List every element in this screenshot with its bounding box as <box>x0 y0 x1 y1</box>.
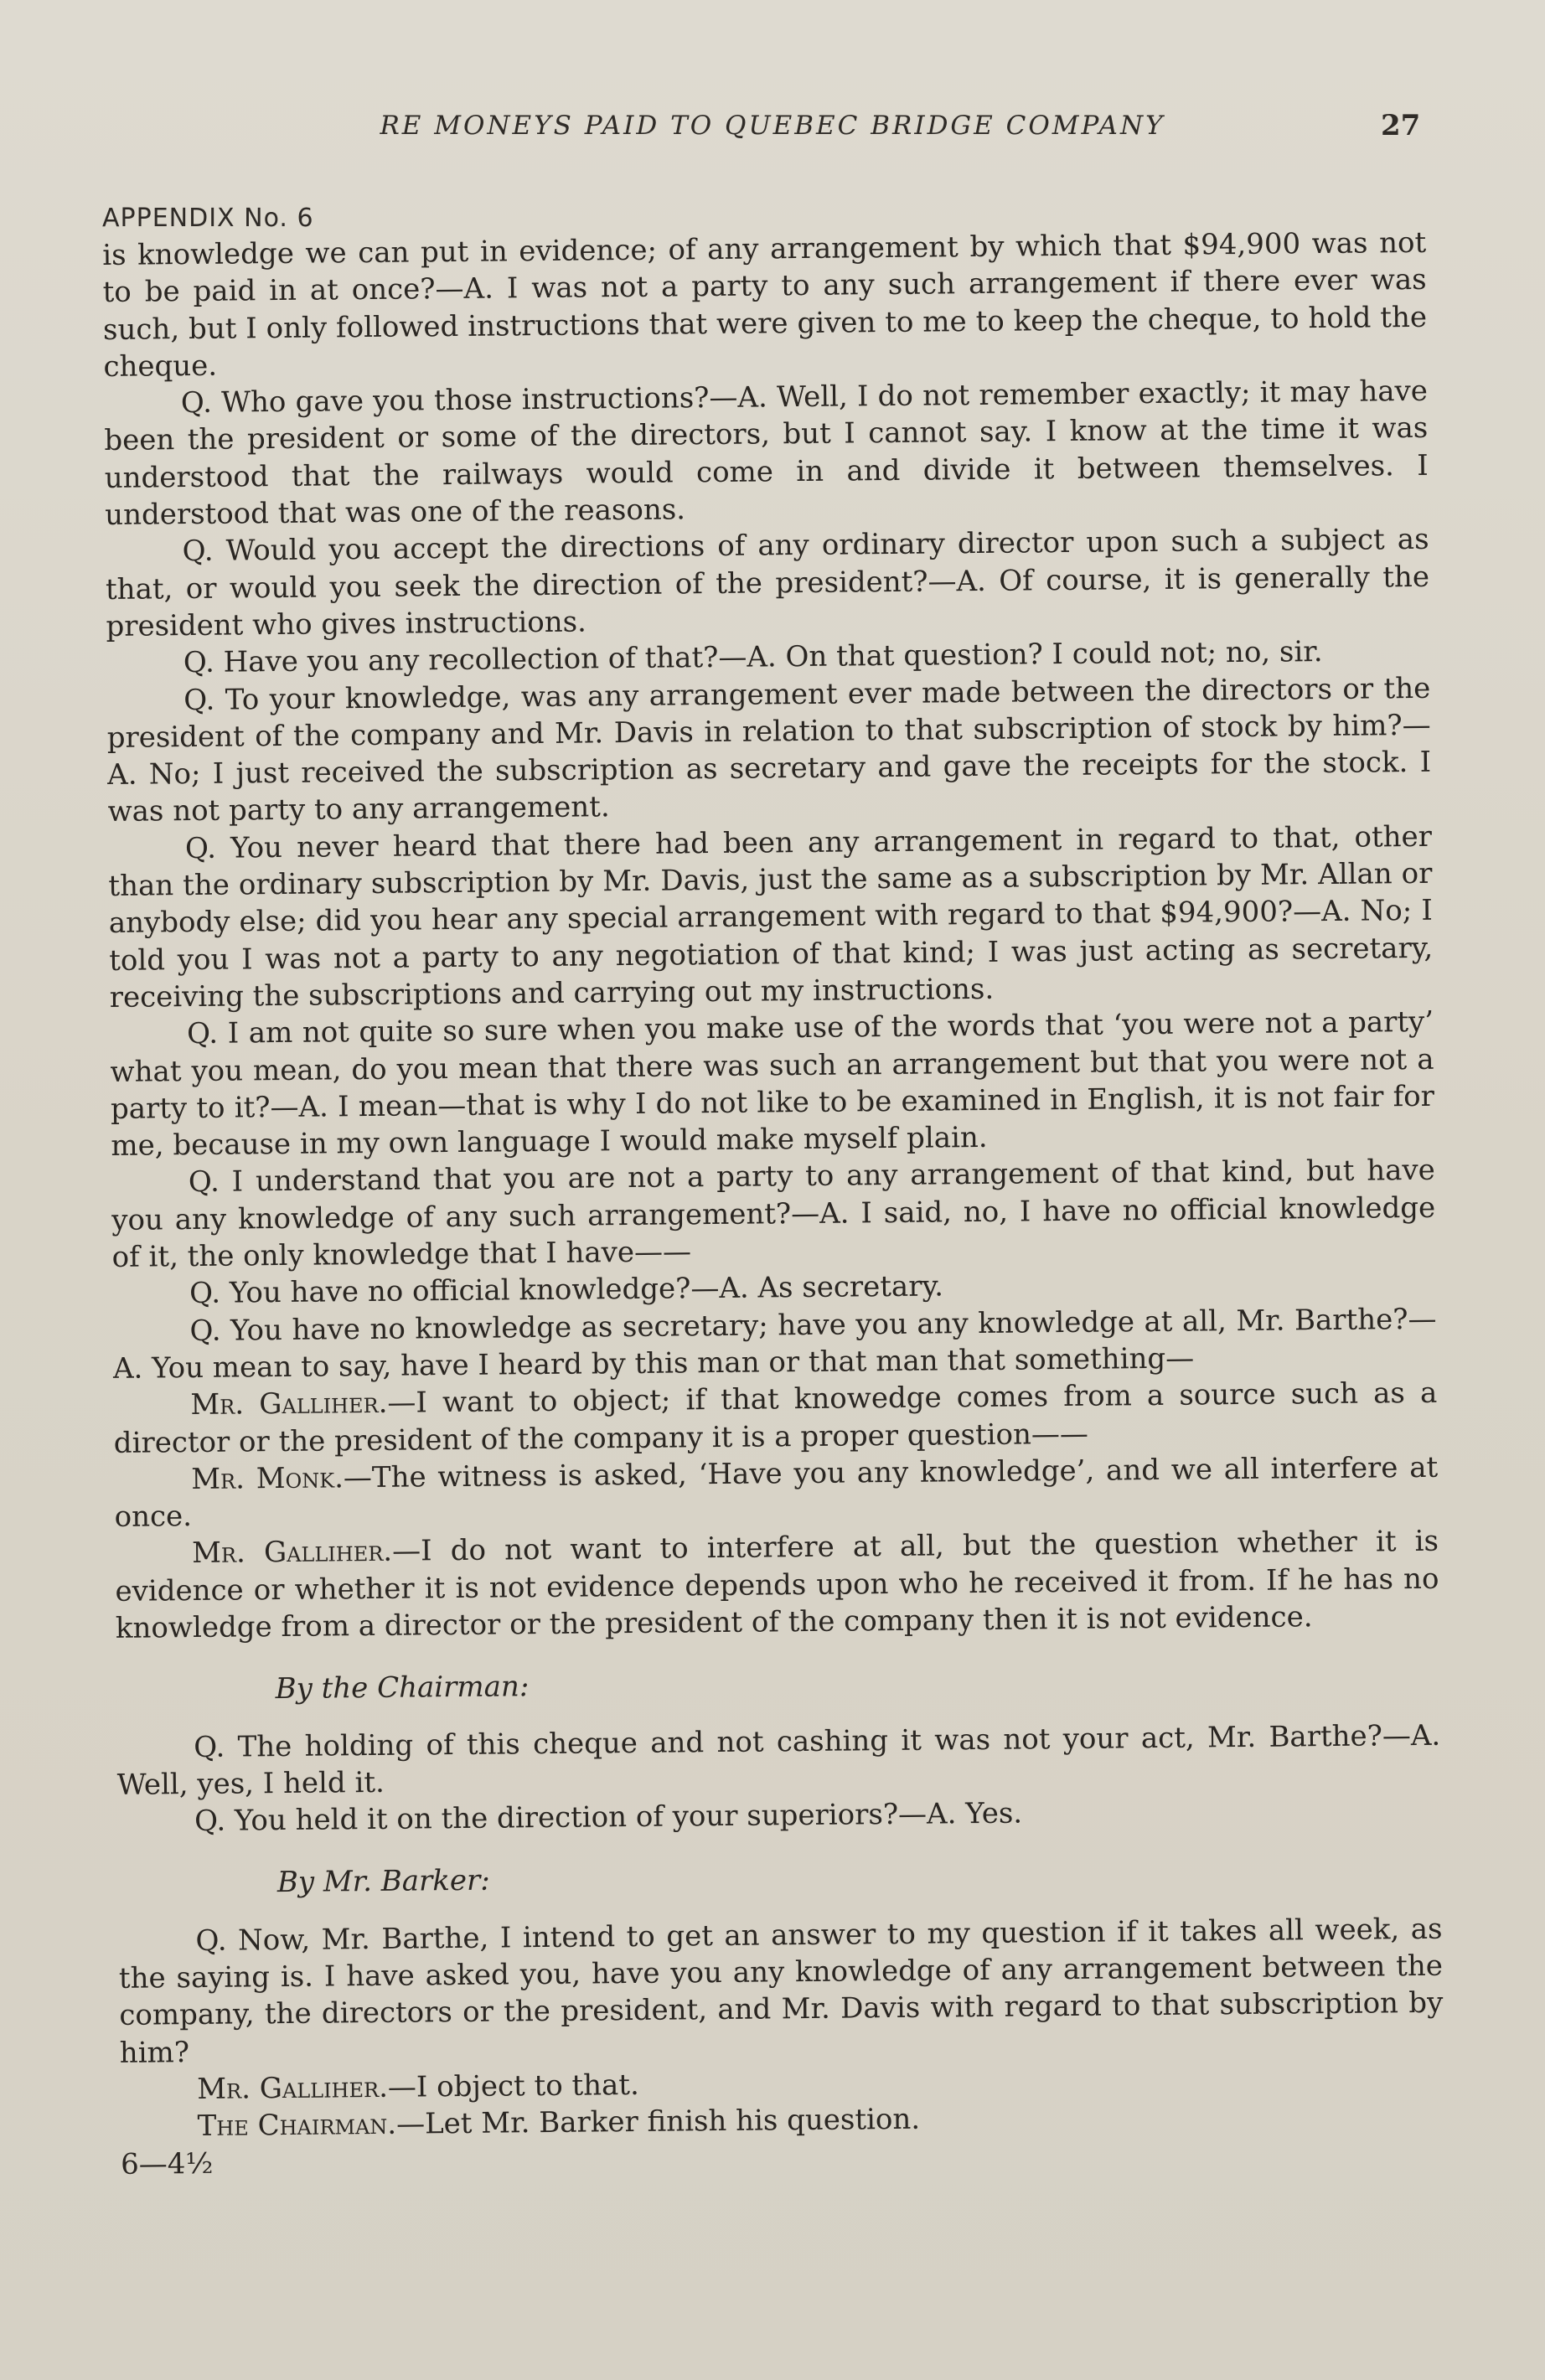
paragraph-text: Q. Have you any recollection of that?—A. On that question? I could not; no, sir. <box>183 635 1323 680</box>
appendix-label: APPENDIX No. 6 <box>102 204 314 233</box>
section-heading: By Mr. Barker: <box>276 1864 490 1900</box>
paragraph <box>102 225 1428 385</box>
testimony-text <box>102 225 1444 2183</box>
speaker-name: Mr. Monk. <box>191 1461 344 1496</box>
speaker-paragraph <box>113 1375 1438 1462</box>
paragraph <box>105 521 1429 645</box>
page-number: 27 <box>1381 109 1421 142</box>
paragraph-text: Q. Now, Mr. Barthe, I intend to get an answer to my question if it takes all week, as the saying is. I have asked you, have you any knowledge of any arrangement between the company, the directors or the president, and Mr. Davis with regard to that subscription by him? <box>118 1912 1444 2070</box>
speaker-paragraph <box>115 1523 1439 1647</box>
folio-mark: 6—4½ <box>120 2146 214 2181</box>
paragraph-text: —The witness is asked, ‘Have you any knowledge’, and we all interfere at once. <box>114 1450 1439 1535</box>
paragraph-text: Q. You have no knowledge as secretary; have you any knowledge at all, Mr. Barthe?—A. You mean to say, have I heard by this man or that man that something— <box>112 1302 1437 1386</box>
paragraph-text: —Let Mr. Barker finish his question. <box>395 2102 921 2141</box>
paragraph-text: Q. I am not quite so sure when you make use of the words that ‘you were not a party’ what you mean, do you mean that there was such an arrangement but that you were not a party to it?—A. I mean—that is why I do not like to be examined in English, it is not fair for me, because in my own language I would make myself plain. <box>110 1005 1435 1164</box>
paragraph <box>111 1152 1436 1276</box>
paragraph-text: —I want to object; if that knowedge comes from a source such as a director or the president of the company it is a proper question—— <box>113 1376 1438 1460</box>
paragraph-text: —I do not want to interfere at all, but the question whether it is evidence or whether it is not evidence depends upon who he received it from. If he has no knowledge from a director or the president of the company then it is not evidence. <box>115 1525 1439 1645</box>
paragraph <box>118 1911 1444 2072</box>
paragraph <box>112 1300 1437 1387</box>
paragraph <box>104 373 1429 534</box>
speaker-name: Mr. Galliher. <box>190 1386 388 1422</box>
paragraph <box>106 669 1432 830</box>
paragraph-text: Q. Would you accept the directions of any ordinary director upon such a subject as that, or would you seek the direction of the president?—A. Of course, it is generally the president who gives instructions. <box>105 523 1430 643</box>
paragraph-text: —I object to that. <box>387 2068 639 2104</box>
speaker-name: The Chairman. <box>197 2107 397 2144</box>
paragraph-text: Q. Who gave you those instructions?—A. Well, I do not remember exactly; it may have been the president or some of the directors, but I cannot say. I know at the time it was understood that the railways would come in and divide it between themselves. I understood that was one of the reasons. <box>104 374 1429 533</box>
speaker-name: Mr. Galliher. <box>197 2070 389 2106</box>
paragraph-text: Q. I understand that you are not a party to any arrangement of that kind, but have you any knowledge of any such arrangement?—A. I said, no, I have no official knowledge of it, the only knowledge that I have—— <box>111 1154 1436 1274</box>
paragraph-text: Q. You have no official knowledge?—A. As secretary. <box>189 1269 944 1311</box>
paragraph-text: Q. You never heard that there had been any arrangement in regard to that, other than the ordinary subscription by Mr. Davis, just the same as a subscription by Mr. Allan or anybody else; did you hear any special arrangement with regard to that $94,900?—A. No; I told you I was not a party to any negotiation of that kind; I was just acting as secretary, receiving the subscriptions and carrying out my instructions. <box>108 819 1434 1014</box>
paragraph-text: Q. To your knowledge, was any arrangement ever made between the directors or the president of the company and Mr. Davis in relation to that subscription of stock by him?—A. No; I just received the subscription as secretary and gave the receipts for the stock. I was not party to any arrangement. <box>106 671 1432 829</box>
speaker-paragraph <box>114 1449 1439 1536</box>
paragraph <box>108 818 1434 1017</box>
running-title: RE MONEYS PAID TO QUEBEC BRIDGE COMPANY <box>380 111 1165 141</box>
speaker-name: Mr. Galliher. <box>191 1535 393 1571</box>
paragraph-text: Q. The holding of this cheque and not cashing it was not your act, Mr. Barthe?—A. Well, yes, I held it. <box>116 1718 1441 1802</box>
paragraph-text: Q. You held it on the direction of your superiors?—A. Yes. <box>194 1796 1023 1839</box>
paragraph <box>116 1717 1441 1804</box>
paragraph <box>110 1004 1435 1164</box>
paragraph-text: is knowledge we can put in evidence; of any arrangement by which that $94,900 was not to be paid in at once?—A. I was not a party to any such arrangement if there ever was such, but I only followed instructions that were given to me to keep the cheque, to hold the cheque. <box>102 225 1428 384</box>
section-heading: By the Chairman: <box>275 1670 530 1706</box>
